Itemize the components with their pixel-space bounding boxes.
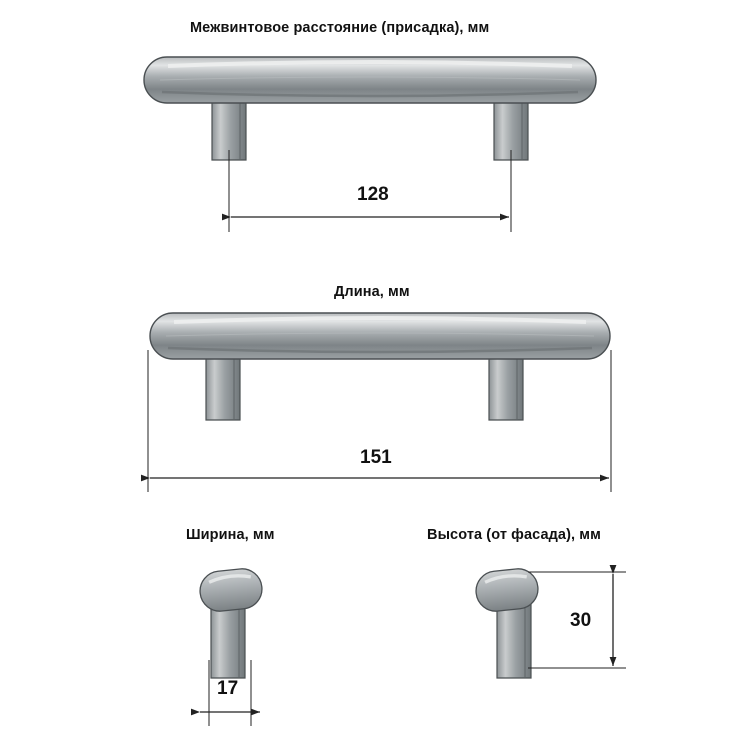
dimension-value-width: 17 — [217, 678, 239, 699]
caption-length: Длина, мм — [334, 284, 410, 300]
dimension-value-center-distance: 128 — [357, 184, 389, 205]
caption-width: Ширина, мм — [186, 527, 275, 543]
caption-height: Высота (от фасада), мм — [427, 527, 601, 543]
handle-graphic-1 — [144, 57, 596, 160]
handle-graphic-3 — [198, 567, 264, 678]
dimension-value-length: 151 — [360, 447, 392, 468]
dimension-value-height: 30 — [570, 610, 592, 631]
handle-graphic-4 — [474, 567, 540, 678]
caption-center-distance: Межвинтовое расстояние (присадка), мм — [190, 20, 490, 36]
dimension-line-151 — [148, 350, 611, 492]
handle-graphic-2 — [150, 313, 610, 420]
